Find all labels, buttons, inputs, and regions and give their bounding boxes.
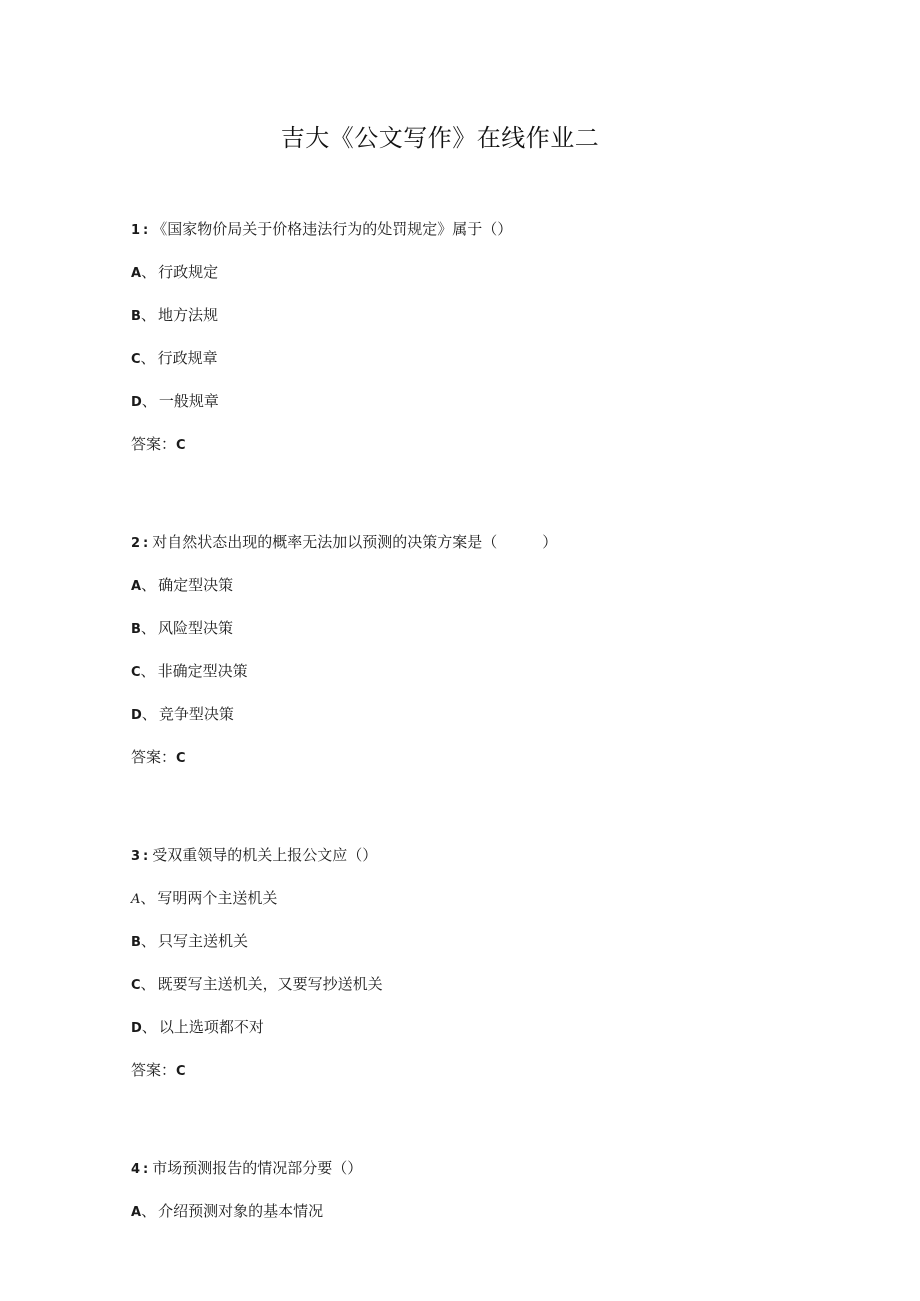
option-letter: B (131, 622, 141, 637)
option-letter: D (131, 708, 142, 723)
option-letter: B (131, 935, 141, 950)
option-letter: C (131, 352, 141, 367)
option-letter: A (131, 266, 142, 281)
question-stem (131, 218, 831, 261)
answer-label: 答案： (131, 435, 177, 453)
option-a (131, 887, 831, 930)
answer-value: C (176, 1064, 186, 1079)
option-text: 行政规定 (158, 263, 219, 281)
option-text: 竞争型决策 (158, 705, 234, 723)
option-letter: A (131, 579, 142, 594)
question-stem (131, 1157, 831, 1200)
question-1 (131, 218, 831, 476)
option-a (131, 261, 831, 304)
option-text: 地方法规 (157, 306, 218, 324)
option-letter: C (131, 978, 141, 993)
option-letter: C (131, 665, 141, 680)
option-separator: 、 (141, 263, 157, 281)
answer-value: C (176, 751, 186, 766)
option-separator: 、 (141, 705, 157, 723)
option-text: 非确定型决策 (157, 662, 248, 680)
option-letter: D (131, 1021, 142, 1036)
option-separator: 、 (140, 349, 156, 367)
answer-label: 答案： (131, 1061, 177, 1079)
question-list (131, 218, 831, 1298)
option-separator: 、 (140, 889, 156, 907)
option-separator: 、 (140, 662, 156, 680)
option-d (131, 1016, 831, 1059)
option-separator: 、 (141, 1018, 157, 1036)
question-stem (131, 844, 831, 887)
option-text: 只写主送机关 (157, 932, 248, 950)
option-text: 介绍预测对象的基本情况 (158, 1202, 324, 1220)
option-separator: 、 (141, 1202, 157, 1220)
option-separator: 、 (141, 392, 157, 410)
question-text: 对自然状态出现的概率无法加以预测的决策方案是（ ） (152, 533, 558, 551)
option-text: 一般规章 (158, 392, 219, 410)
answer-line (131, 746, 831, 789)
question-separator: : (143, 849, 149, 864)
answer-label: 答案： (131, 748, 177, 766)
option-text: 风险型决策 (157, 619, 233, 637)
question-text: 市场预测报告的情况部分要（） (152, 1159, 363, 1177)
question-number: 4 (131, 1162, 141, 1177)
question-text: 《国家物价局关于价格违法行为的处罚规定》属于（） (152, 220, 513, 238)
answer-line (131, 433, 831, 476)
option-separator: 、 (140, 932, 156, 950)
question-2 (131, 531, 831, 789)
answer-value: C (176, 438, 186, 453)
option-b (131, 930, 831, 973)
option-c (131, 660, 831, 703)
option-separator: 、 (140, 975, 156, 993)
option-d (131, 390, 831, 433)
option-text: 写明两个主送机关 (157, 889, 278, 907)
question-number: 2 (131, 536, 141, 551)
question-stem (131, 531, 831, 574)
question-number: 3 (131, 849, 141, 864)
question-text: 受双重领导的机关上报公文应（） (152, 846, 378, 864)
option-a (131, 574, 831, 617)
option-d (131, 703, 831, 746)
option-separator: 、 (140, 619, 156, 637)
option-text: 确定型决策 (158, 576, 234, 594)
option-c (131, 973, 831, 1016)
option-letter: D (131, 395, 142, 410)
option-separator: 、 (141, 576, 157, 594)
document-title: 吉大《公文写作》在线作业二 (280, 124, 600, 152)
option-text: 以上选项都不对 (158, 1018, 264, 1036)
question-separator: : (143, 536, 149, 551)
option-text: 行政规章 (157, 349, 218, 367)
question-separator: : (143, 1162, 149, 1177)
question-separator: : (143, 223, 149, 238)
answer-line (131, 1059, 831, 1102)
option-letter: A (131, 1205, 142, 1220)
option-b (131, 304, 831, 347)
option-text: 既要写主送机关，又要写抄送机关 (157, 975, 383, 993)
option-letter: A (131, 892, 141, 907)
question-3 (131, 844, 831, 1102)
option-c (131, 347, 831, 390)
option-b (131, 617, 831, 660)
option-letter: B (131, 309, 141, 324)
option-separator: 、 (140, 306, 156, 324)
option-a (131, 1200, 831, 1243)
question-4 (131, 1157, 831, 1243)
question-number: 1 (131, 223, 141, 238)
